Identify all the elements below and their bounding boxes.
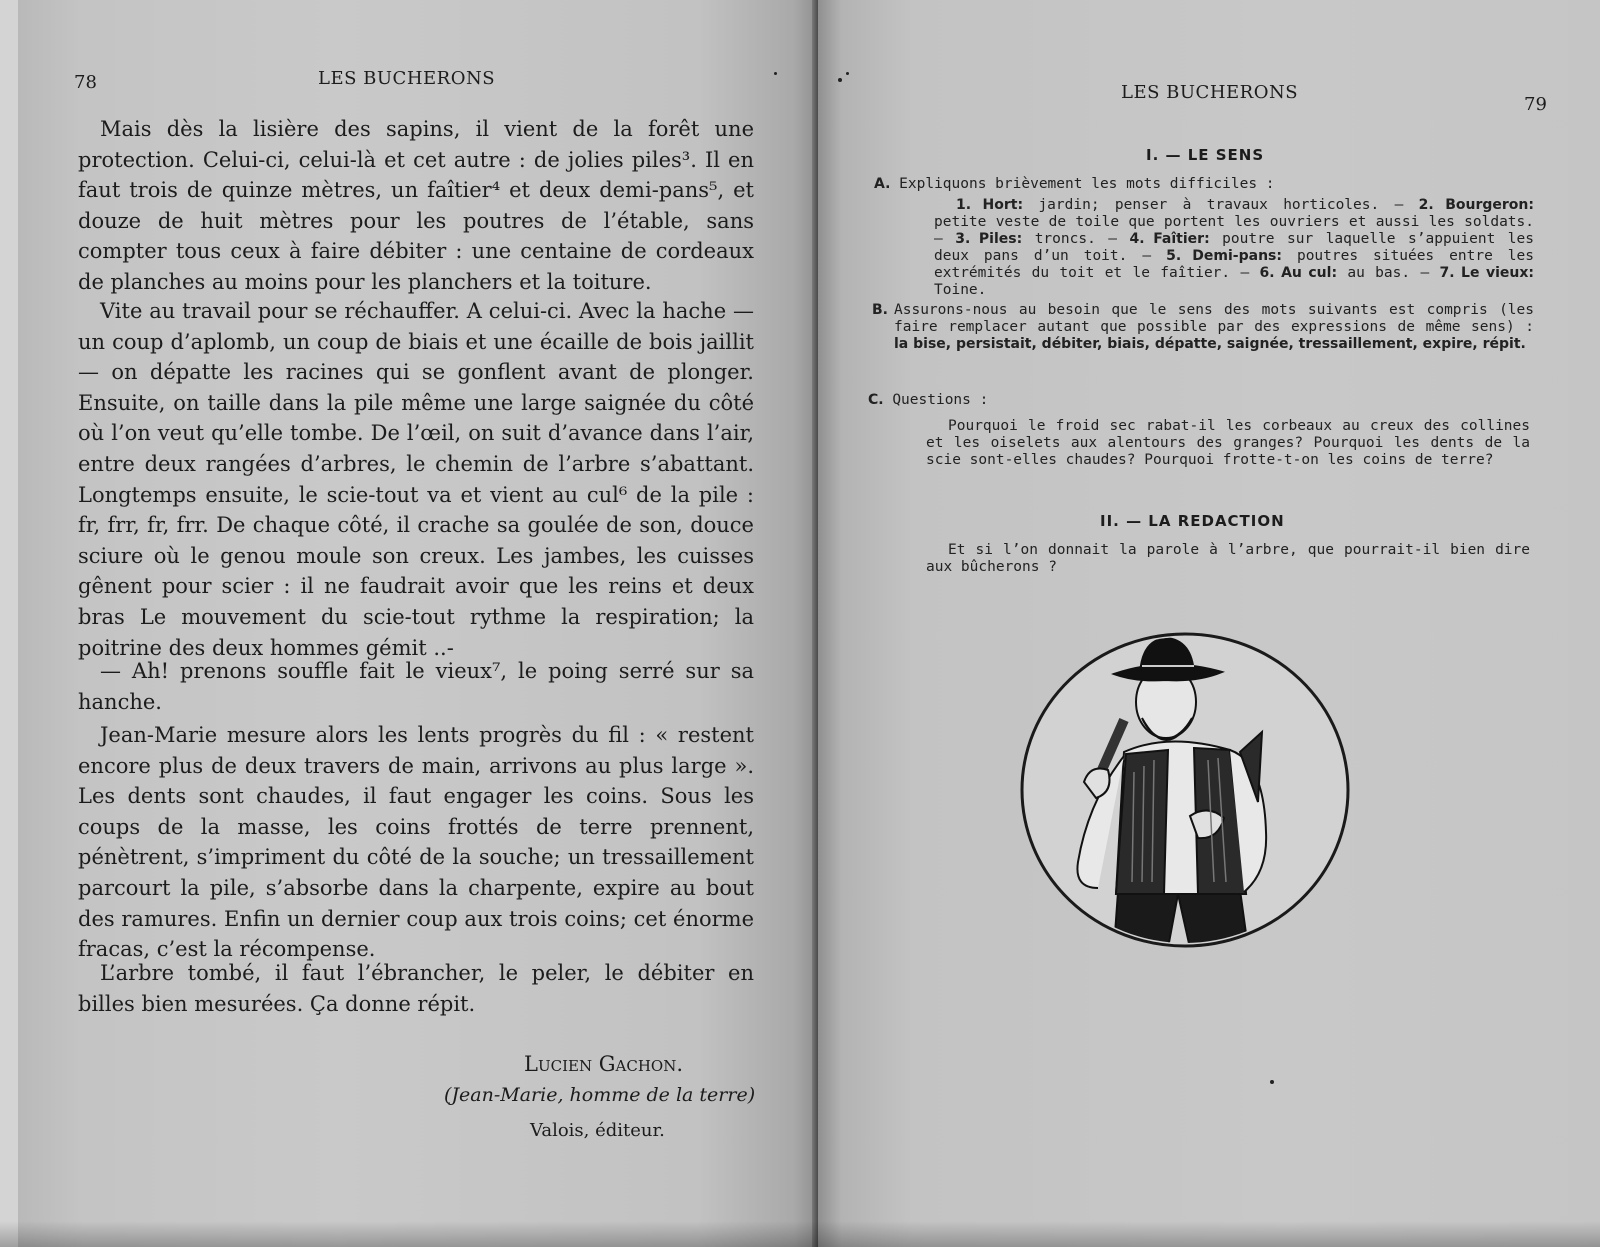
left-page-number: 78 — [74, 72, 97, 93]
gloss-term-1: 1. Hort: — [956, 197, 1024, 213]
author-name: Lucien Gachon. — [524, 1052, 684, 1076]
gloss-def-7: Toine. — [934, 282, 987, 298]
gloss-term-5: 5. Demi-pans: — [1166, 248, 1282, 264]
gloss-def-6: au bas. — — [1337, 265, 1440, 281]
section-b — [894, 302, 1534, 353]
paragraph-1: Mais dès la lisière des sapins, il vient de la forêt une protection. Celui-ci, celui-là et cet autre : de jolies piles³. Il en faut trois de quinze mètres, un faîtier⁴ et deux demi-pans⁵, et douze de huit mètres pour les poutres de l’étable, sans compter tous ceux à faire débiter : une centaine de cordeaux de planches au moins pour les planchers et la toiture. — [78, 117, 754, 294]
left-body-text-2 — [78, 296, 754, 663]
publisher: Valois, éditeur. — [530, 1120, 665, 1141]
glossary — [934, 197, 1534, 299]
label-c: C. — [868, 392, 884, 408]
gloss-term-4: 4. Faîtier: — [1129, 231, 1210, 247]
left-body-text-4 — [78, 720, 754, 965]
section-c-questions: Pourquoi le froid sec rabat-il les corbeaux au creux des collines et les oiselets aux alentours des granges? Pourquoi les dents de la scie sont-elles chaudes? Pourquoi frotte-t-on les coins de terre? — [926, 418, 1530, 468]
section-le-sens-title: I. — LE SENS — [1146, 146, 1265, 164]
section-a-intro — [874, 176, 1534, 193]
paragraph-3: — Ah! prenons souffle fait le vieux⁷, le poing serré sur sa hanche. — [78, 659, 754, 714]
label-b: B. — [872, 302, 888, 318]
speck — [1270, 1080, 1274, 1084]
redaction-prompt: Et si l’on donnait la parole à l’arbre, que pourrait-il bien dire aux bûcherons ? — [926, 542, 1530, 575]
speck — [838, 78, 842, 82]
right-running-head: LES BUCHERONS — [1121, 82, 1299, 103]
speck — [846, 72, 849, 75]
paragraph-2: Vite au travail pour se réchauffer. A celui-ci. Avec la hache — un coup d’aplomb, un coup de biais et une écaille de bois jaillit — on dépatte les racines qui se gonflent avant de plonger. Ensuite, on taille dans la pile même une large saignée du côté où l’on veut qu’elle tombe. De l’œil, on suit d’avance dans l’air, entre deux rangées d’arbres, le chemin de l’arbre s’abattant. Longtemps ensuite, le scie-tout va et vient au cul⁶ de la pile : fr, frr, fr, frr. De chaque côté, il crache sa goulée de son, douce sciure où le genou moule son creux. Les jambes, les cuisses gênent pour scier : il ne faudrait avoir que les reins et deux bras Le mouvement du scie-tout rythme la respiration; la poitrine des deux hommes gémit ..- — [78, 299, 754, 660]
gloss-def-1: jardin; penser à travaux horticoles. — — [1023, 197, 1419, 213]
gloss-def-5: poutres situées entre les extrémités du toit et le faîtier. — — [934, 248, 1534, 281]
woodcutter-illustration — [1018, 632, 1352, 948]
left-running-head: LES BUCHERONS — [318, 68, 496, 89]
left-body-text-3 — [78, 656, 754, 717]
gloss-def-2: petite veste de toile que portent les ouvriers et aussi les soldats. — — [934, 214, 1534, 247]
gloss-term-3: 3. Piles: — [955, 231, 1023, 247]
left-body-text — [78, 114, 754, 298]
label-a: A. — [874, 176, 891, 192]
gloss-def-3: troncs. — — [1022, 231, 1130, 247]
page-shadow — [0, 1221, 1600, 1247]
gloss-term-6: 6. Au cul: — [1259, 265, 1338, 281]
right-page-number: 79 — [1524, 94, 1547, 115]
speck — [774, 72, 777, 75]
left-body-text-5 — [78, 958, 754, 1019]
b-words: la bise, persistait, débiter, biais, dépatte, saignée, tressaillement, expire, répit. — [894, 336, 1526, 352]
b-text: Assurons-nous au besoin que le sens des mots suivants est compris (les faire remplacer autant que possible par des expressions de même sens) : — [894, 302, 1534, 335]
paragraph-4: Jean-Marie mesure alors les lents progrès du fil : « restent encore plus de deux travers de main, arrivons au plus large ». Les dents sont chaudes, il faut engager les coins. Sous les coups de la masse, les coins frottés de terre prennent, pénètrent, s’impriment du côté de la souche; un tressaillement parcourt la pile, s’absorbe dans la charpente, expire au bout des ramures. Enfin un dernier coup aux trois coins; cet énorme fracas, c’est la récompense. — [78, 723, 754, 962]
page-edge — [0, 0, 18, 1247]
trousers-right — [1178, 890, 1248, 948]
gloss-term-7: 7. Le vieux: — [1439, 265, 1534, 281]
c-intro-text: Questions : — [892, 392, 989, 408]
gloss-def-4: poutre sur laquelle s’appuient les deux pans d’un toit. — — [934, 231, 1534, 264]
section-redaction-title: II. — LA REDACTION — [1100, 512, 1285, 530]
gloss-term-2: 2. Bourgeron: — [1418, 197, 1534, 213]
section-c-intro — [868, 392, 1168, 409]
source-title: (Jean-Marie, homme de la terre) — [444, 1084, 756, 1106]
paragraph-5: L’arbre tombé, il faut l’ébrancher, le peler, le débiter en billes bien mesurées. Ça donne répit. — [78, 961, 754, 1016]
a-intro-text: Expliquons brièvement les mots difficiles : — [899, 176, 1275, 192]
